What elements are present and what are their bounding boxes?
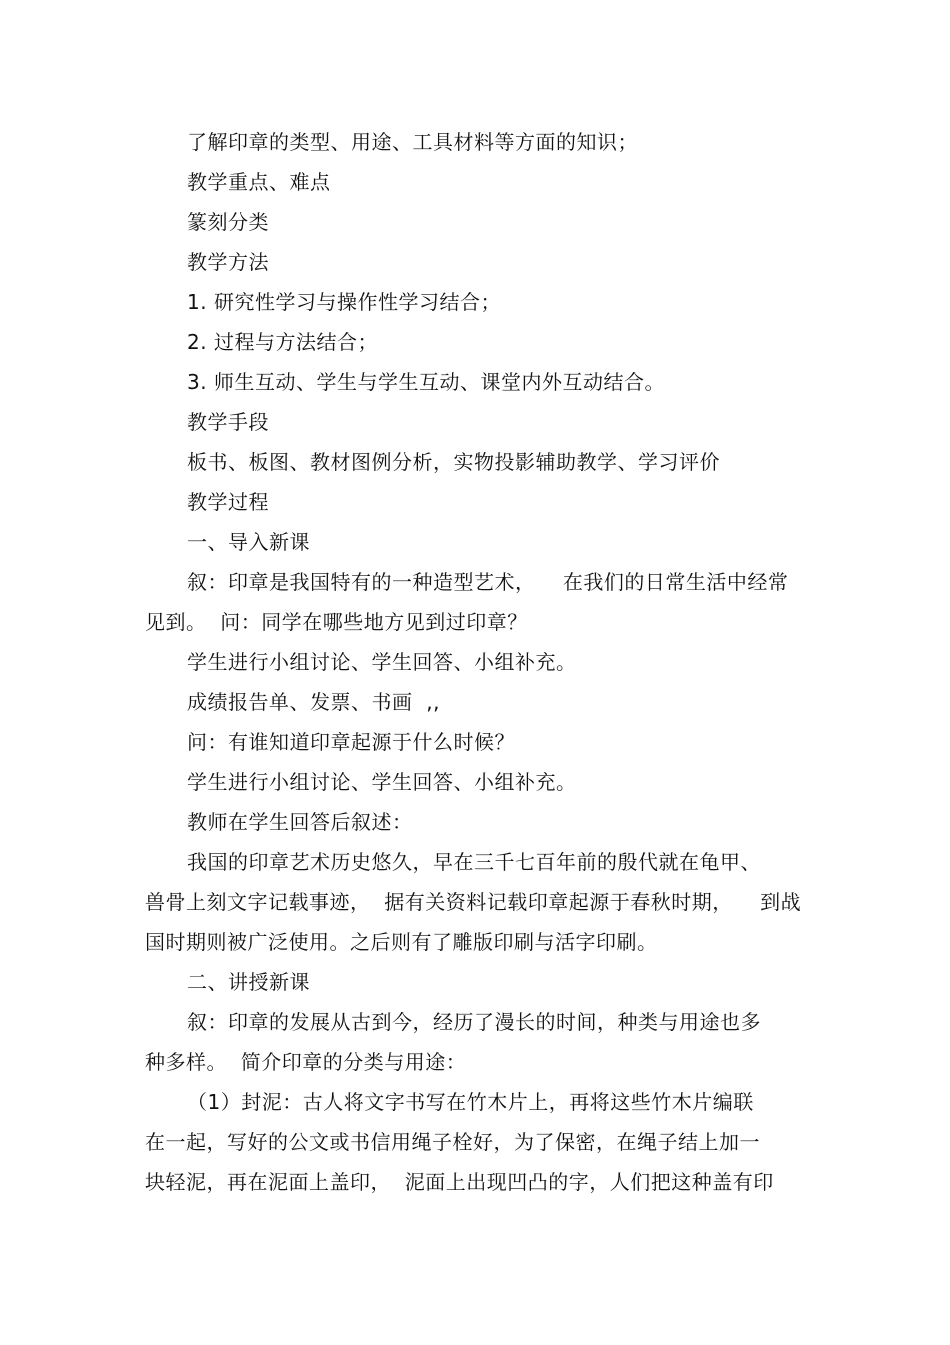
heading-section-2: 二、讲授新课 — [187, 970, 310, 994]
text-line: 块轻泥，再在泥面上盖印， 泥面上出现凹凸的字，人们把这种盖有印 — [145, 1170, 774, 1194]
heading-teaching-process: 教学过程 — [187, 490, 269, 514]
text-line: 在一起，写好的公文或书信用绳子栓好，为了保密，在绳子结上加一 — [145, 1130, 760, 1154]
heading-section-1: 一、导入新课 — [187, 530, 310, 554]
method-item-3: 3. 师生互动、学生与学生互动、课堂内外互动结合。 — [187, 370, 665, 394]
method-item-2: 2. 过程与方法结合； — [187, 330, 378, 354]
text-line: 教师在学生回答后叙述： — [187, 810, 413, 834]
text-line: 叙：印章的发展从古到今，经历了漫长的时间，种类与用途也多 — [187, 1010, 761, 1034]
text-line: 种多样。 简介印章的分类与用途： — [145, 1050, 467, 1074]
text-line: 学生进行小组讨论、学生回答、小组补充。 — [187, 650, 577, 674]
text-line: 成绩报告单、发票、书画 ,, — [187, 690, 440, 714]
text-line-objective: 了解印章的类型、用途、工具材料等方面的知识； — [187, 130, 638, 154]
text-line-key-point: 篆刻分类 — [187, 210, 269, 234]
text-line: （1）封泥：古人将文字书写在竹木片上，再将这些竹木片编联 — [187, 1090, 754, 1114]
text-line: 见到。 问：同学在哪些地方见到过印章？ — [145, 610, 528, 634]
heading-teaching-means: 教学手段 — [187, 410, 269, 434]
text-line-teaching-means: 板书、板图、教材图例分析，实物投影辅助教学、学习评价 — [187, 450, 720, 474]
heading-teaching-methods: 教学方法 — [187, 250, 269, 274]
text-line: 学生进行小组讨论、学生回答、小组补充。 — [187, 770, 577, 794]
heading-key-points: 教学重点、难点 — [187, 170, 331, 194]
method-item-1: 1. 研究性学习与操作性学习结合； — [187, 290, 501, 314]
text-line: 我国的印章艺术历史悠久，早在三千七百年前的殷代就在龟甲、 — [187, 850, 761, 874]
text-line: 兽骨上刻文字记载事迹， 据有关资料记载印章起源于春秋时期， 到战 — [145, 890, 802, 914]
text-line: 叙：印章是我国特有的一种造型艺术， 在我们的日常生活中经常 — [187, 570, 789, 594]
text-line: 问：有谁知道印章起源于什么时候？ — [187, 730, 515, 754]
text-line: 国时期则被广泛使用。之后则有了雕版印刷与活字印刷。 — [145, 930, 658, 954]
